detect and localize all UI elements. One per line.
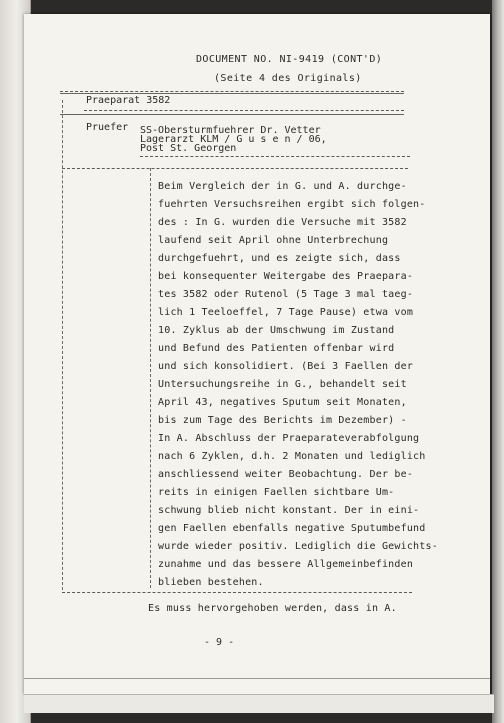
body-line: durchgefuehrt, und es zeigte sich, dass <box>158 253 401 264</box>
body-line: Untersuchungsreihe in G., behandelt seit <box>158 379 407 390</box>
examiner-label: Pruefer <box>86 122 129 133</box>
body-line: reits in einigen Faellen sichtbare Um- <box>158 487 395 498</box>
document-number-header: DOCUMENT NO. NI-9419 (CONT'D) <box>196 54 383 65</box>
examiner-line-2: Lagerarzt KLM / G u s e n / 06, <box>140 134 327 145</box>
table-top-rule-2 <box>60 93 404 94</box>
document-page <box>24 14 490 694</box>
body-bottom-rule <box>62 592 412 593</box>
page-bottom-rule <box>24 678 490 679</box>
examiner-rule <box>140 156 410 157</box>
body-line: des : In G. wurden die Versuche mit 3582 <box>158 217 407 228</box>
body-line: und Befund des Patienten offenbar wird <box>158 343 395 354</box>
body-line: bei konsequenter Weitergabe des Praepara- <box>158 271 414 282</box>
body-line: wurde wieder positiv. Lediglich die Gewichts- <box>158 541 438 552</box>
body-line: schwung blieb nicht konstant. Der in eini- <box>158 505 420 516</box>
body-line: In A. Abschluss der Praeparateverabfolgung <box>158 433 420 444</box>
underlying-sheet <box>24 694 494 713</box>
column-rule <box>150 168 151 588</box>
examiner-line-1: SS-Obersturmfuehrer Dr. Vetter <box>140 125 321 136</box>
preparation-rule <box>84 110 404 111</box>
body-line: bis zum Tage des Berichts im Dezember) - <box>158 415 407 426</box>
body-line: anschliessend weiter Beobachtung. Der be- <box>158 469 414 480</box>
page-number: - 9 - <box>204 637 235 648</box>
body-line: laufend seit April ohne Unterbrechung <box>158 235 389 246</box>
body-line: gen Faellen ebenfalls negative Sputumbefund <box>158 523 426 534</box>
body-line: zunahme und das bessere Allgemeinbefinden <box>158 559 414 570</box>
examiner-line-3: Post St. Georgen <box>140 143 237 154</box>
preparation-label: Praeparat 3582 <box>86 95 171 106</box>
body-line: blieben bestehen. <box>158 577 264 588</box>
section-rule <box>60 114 404 115</box>
page-edge <box>492 0 504 723</box>
body-top-rule <box>62 168 408 169</box>
original-page-reference: (Seite 4 des Originals) <box>214 73 362 84</box>
table-top-rule <box>60 91 404 92</box>
body-line: nach 6 Zyklen, d.h. 2 Monaten und lediglich <box>158 451 426 462</box>
left-table-rule <box>62 100 63 590</box>
body-line: 10. Zyklus ab der Umschwung im Zustand <box>158 325 395 336</box>
body-line: Beim Vergleich der in G. und A. durchge- <box>158 181 407 192</box>
body-line: fuehrten Versuchsreihen ergibt sich folgen- <box>158 199 426 210</box>
closing-line: Es muss hervorgehoben werden, dass in A. <box>148 603 397 614</box>
body-line: und sich konsolidiert. (Bei 3 Faellen der <box>158 361 414 372</box>
body-line: lich 1 Teeloeffel, 7 Tage Pause) etwa vom <box>158 307 414 318</box>
body-line: April 43, negatives Sputum seit Monaten, <box>158 397 407 408</box>
body-line: tes 3582 oder Rutenol (5 Tage 3 mal taeg- <box>158 289 414 300</box>
